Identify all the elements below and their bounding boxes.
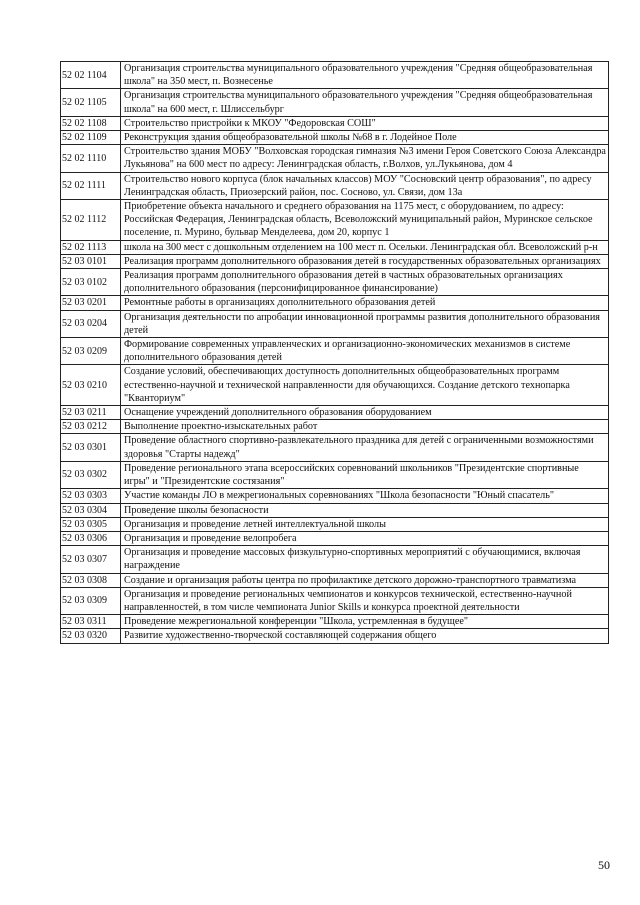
row-description: Реализация программ дополнительного образования детей в частных образовательных организациях дополнительного образования (персонифицированное финансирование) [121,269,609,296]
row-description: Строительство нового корпуса (блок начальных классов) МОУ "Сосновский центр образования", по адресу Ленинградская область, Приозерский район, пос. Сосново, ул. Связи, дом 13а [121,172,609,199]
row-code: 52 03 0201 [61,296,121,310]
table-row [61,145,609,172]
row-code: 52 03 0209 [61,338,121,365]
table-row [61,310,609,337]
row-code: 52 03 0311 [61,615,121,629]
table-row [61,587,609,614]
row-code: 52 02 1108 [61,116,121,130]
table-row [61,531,609,545]
table-row [61,461,609,488]
table-row [61,573,609,587]
table-row [61,131,609,145]
row-description: Строительство здания МОБУ "Волховская городская гимназия №3 имени Героя Советского Союза Александра Лукьянова" на 600 мест по адресу: Ленинградская область, г.Волхов, ул.Лукьянова, дом 4 [121,145,609,172]
row-description: Оснащение учреждений дополнительного образования оборудованием [121,406,609,420]
table-body [61,62,609,644]
table-row [61,615,609,629]
row-description: Формирование современных управленческих и организационно-экономических механизмов в системе дополнительного образования детей [121,338,609,365]
row-description: Реконструкция здания общеобразовательной школы №68 в г. Лодейное Поле [121,131,609,145]
table-row [61,89,609,116]
table-row [61,489,609,503]
row-description: Проведение школы безопасности [121,503,609,517]
row-code: 52 03 0204 [61,310,121,337]
row-description: Ремонтные работы в организациях дополнительного образования детей [121,296,609,310]
row-description: школа на 300 мест с дошкольным отделением на 100 мест п. Осельки. Ленинградская обл. Всеволожский р-н [121,240,609,254]
row-code: 52 03 0101 [61,254,121,268]
table-row [61,240,609,254]
row-description: Организация деятельности по апробации инновационной программы развития дополнительного образования детей [121,310,609,337]
table-row [61,338,609,365]
table-row [61,254,609,268]
table-row [61,365,609,406]
row-code: 52 02 1105 [61,89,121,116]
row-description: Организация строительства муниципального образовательного учреждения "Средняя общеобразовательная школа" на 350 мест, п. Вознесенье [121,62,609,89]
row-description: Проведение областного спортивно-развлекательного праздника для детей с ограниченными возможностями здоровья "Старты надежд" [121,434,609,461]
table-row [61,172,609,199]
table-row [61,269,609,296]
row-code: 52 03 0304 [61,503,121,517]
row-code: 52 03 0307 [61,546,121,573]
row-code: 52 02 1110 [61,145,121,172]
table-row [61,406,609,420]
row-description: Проведение регионального этапа всероссийских соревнований школьников "Президентские спортивные игры" и "Президентские состязания" [121,461,609,488]
row-code: 52 03 0211 [61,406,121,420]
table-row [61,296,609,310]
row-code: 52 03 0303 [61,489,121,503]
row-description: Развитие художественно-творческой составляющей содержания общего [121,629,609,643]
row-description: Организация строительства муниципального образовательного учреждения "Средняя общеобразовательная школа" на 600 мест, г. Шлиссельбург [121,89,609,116]
row-code: 52 03 0320 [61,629,121,643]
row-code: 52 03 0302 [61,461,121,488]
row-code: 52 03 0301 [61,434,121,461]
row-code: 52 02 1109 [61,131,121,145]
row-code: 52 03 0309 [61,587,121,614]
row-description: Реализация программ дополнительного образования детей в государственных образовательных организациях [121,254,609,268]
row-code: 52 02 1113 [61,240,121,254]
row-code: 52 02 1111 [61,172,121,199]
row-description: Организация и проведение региональных чемпионатов и конкурсов технической, естественно-научной направленностей, в том числе чемпионата Junior Skills и конкурса проектной деятельности [121,587,609,614]
row-description: Создание условий, обеспечивающих доступность дополнительных общеобразовательных программ естественно-научной и технической направленности для обучающихся. Создание детского технопарка "Кванториум" [121,365,609,406]
row-code: 52 03 0308 [61,573,121,587]
row-description: Организация и проведение массовых физкультурно-спортивных мероприятий с обучающимися, включая награждение [121,546,609,573]
row-description: Участие команды ЛО в межрегиональных соревнованиях "Школа безопасности "Юный спасатель" [121,489,609,503]
table-row [61,517,609,531]
table-row [61,116,609,130]
table-row [61,629,609,643]
table-row [61,62,609,89]
row-code: 52 02 1112 [61,200,121,241]
row-description: Приобретение объекта начального и среднего образования на 1175 мест, с оборудованием, по адресу: Российская Федерация, Ленинградская область, Всеволожский муниципальный район, Муринское сельское поселение, п. Мурино, бульвар Менделеева, дом 20, корпус 1 [121,200,609,241]
row-code: 52 03 0306 [61,531,121,545]
row-description: Создание и организация работы центра по профилактике детского дорожно-транспортного травматизма [121,573,609,587]
page-number: 50 [598,858,610,872]
row-code: 52 03 0210 [61,365,121,406]
row-description: Проведение межрегиональной конференции "Школа, устремленная в будущее" [121,615,609,629]
row-description: Организация и проведение летней интеллектуальной школы [121,517,609,531]
row-code: 52 03 0212 [61,420,121,434]
row-code: 52 03 0102 [61,269,121,296]
row-code: 52 03 0305 [61,517,121,531]
table-row [61,434,609,461]
table-row [61,503,609,517]
budget-code-table [60,61,609,644]
row-description: Строительство пристройки к МКОУ "Федоровская СОШ" [121,116,609,130]
row-description: Организация и проведение велопробега [121,531,609,545]
table-row [61,420,609,434]
table-row [61,546,609,573]
row-description: Выполнение проектно-изыскательных работ [121,420,609,434]
table-row [61,200,609,241]
row-code: 52 02 1104 [61,62,121,89]
